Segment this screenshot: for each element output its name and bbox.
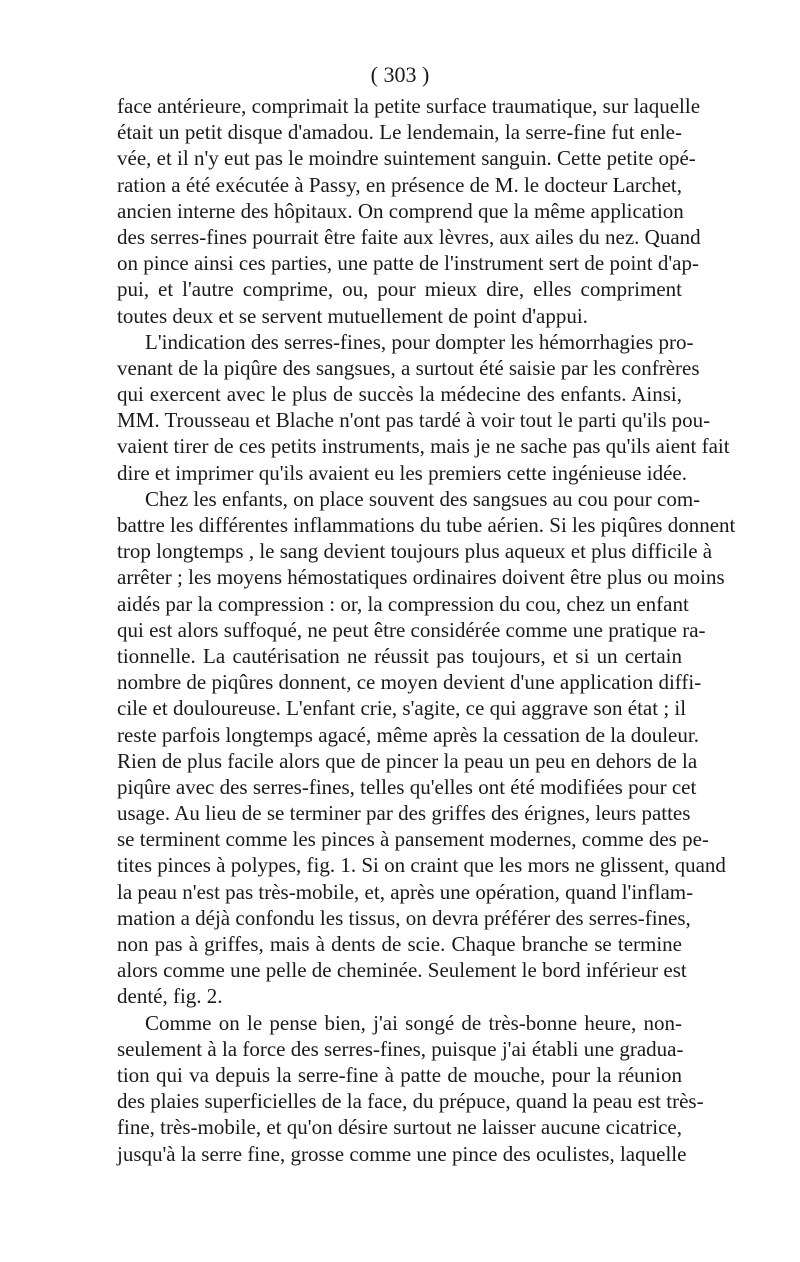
text-line: MM. Trousseau et Blache n'ont pas tardé à voir tout le parti qu'ils pou-: [117, 408, 711, 433]
text-line: piqûre avec des serres-fines, telles qu'elles ont été modifiées pour cet: [117, 774, 697, 799]
text-line: cile et douloureuse. L'enfant crie, s'agite, ce qui aggrave son état ; il: [117, 696, 687, 721]
text-line: tion qui va depuis la serre-fine à patte de mouche, pour la réunion: [117, 1062, 682, 1087]
text-line: fine, très-mobile, et qu'on désire surtout ne laisser aucune cicatrice,: [117, 1115, 682, 1140]
text-line: alors comme une pelle de cheminée. Seulement le bord inférieur est: [117, 958, 687, 983]
text-line: ancien interne des hôpitaux. On comprend que la même application: [117, 198, 684, 223]
text-line: tites pinces à polypes, fig. 1. Si on craint que les mors ne glissent, quand: [117, 853, 726, 878]
page-number: ( 303 ): [370, 62, 430, 87]
text-line: face antérieure, comprimait la petite surface traumatique, sur laquelle: [117, 94, 701, 118]
text-line: des serres-fines pourrait être faite aux lèvres, aux ailes du nez. Quand: [117, 224, 701, 249]
text-line: non pas à griffes, mais à dents de scie. Chaque branche se termine: [117, 932, 682, 956]
text-line: qui exercent avec le plus de succès la médecine des enfants. Ainsi,: [117, 382, 682, 407]
text-line: toutes deux et se servent mutuellement de point d'appui.: [117, 303, 588, 328]
text-line: tionnelle. La cautérisation ne réussit pas toujours, et si un certain: [117, 643, 682, 668]
text-line: des plaies superficielles de la face, du prépuce, quand la peau est très-: [117, 1089, 704, 1114]
text-line: la peau n'est pas très-mobile, et, après une opération, quand l'inflam-: [117, 879, 694, 904]
text-line: reste parfois longtemps agacé, même après la cessation de la douleur.: [117, 722, 699, 747]
text-line: usage. Au lieu de se terminer par des griffes des érignes, leurs pattes: [117, 801, 691, 826]
text-line: vée, et il n'y eut pas le moindre suintement sanguin. Cette petite opé-: [117, 146, 696, 171]
text-line: arrêter ; les moyens hémostatiques ordinaires doivent être plus ou moins: [117, 565, 725, 590]
text-line: battre les différentes inflammations du tube aérien. Si les piqûres donnent: [117, 513, 736, 537]
text-line: Comme on le pense bien, j'ai songé de très-bonne heure, non-: [145, 1010, 682, 1035]
text-line: L'indication des serres-fines, pour dompter les hémorrhagies pro-: [145, 329, 694, 354]
text-line: venant de la piqûre des sangsues, a surtout été saisie par les confrères: [117, 355, 700, 380]
text-line: ration a été exécutée à Passy, en présence de M. le docteur Larchet,: [117, 172, 682, 197]
text-line: pui, et l'autre comprime, ou, pour mieux dire, elles compriment: [117, 277, 682, 302]
text-line: trop longtemps , le sang devient toujours plus aqueux et plus difficile à: [117, 539, 713, 564]
text-line: seulement à la force des serres-fines, puisque j'ai établi une gradua-: [117, 1036, 684, 1061]
text-line: Chez les enfants, on place souvent des sangsues au cou pour com-: [145, 486, 701, 511]
text-line: jusqu'à la serre fine, grosse comme une pince des oculistes, laquelle: [117, 1141, 687, 1166]
body-text: [117, 93, 736, 1167]
text-line: mation a déjà confondu les tissus, on devra préférer des serres-fines,: [117, 905, 691, 930]
text-line: dire et imprimer qu'ils avaient eu les premiers cette ingénieuse idée.: [117, 460, 687, 485]
text-line: Rien de plus facile alors que de pincer la peau un peu en dehors de la: [117, 748, 698, 773]
text-line: on pince ainsi ces parties, une patte de l'instrument sert de point d'ap-: [117, 251, 699, 276]
text-line: nombre de piqûres donnent, ce moyen devient d'une application diffi-: [117, 670, 702, 695]
text-line: qui est alors suffoqué, ne peut être considérée comme une pratique ra-: [117, 617, 706, 642]
text-line: aidés par la compression : or, la compression du cou, chez un enfant: [117, 591, 689, 616]
text-line: était un petit disque d'amadou. Le lendemain, la serre-fine fut enle-: [117, 120, 682, 145]
text-line: denté, fig. 2.: [117, 984, 223, 1009]
text-line: se terminent comme les pinces à pansement modernes, comme des pe-: [117, 827, 709, 852]
text-line: vaient tirer de ces petits instruments, mais je ne sache pas qu'ils aient fait: [117, 434, 730, 459]
